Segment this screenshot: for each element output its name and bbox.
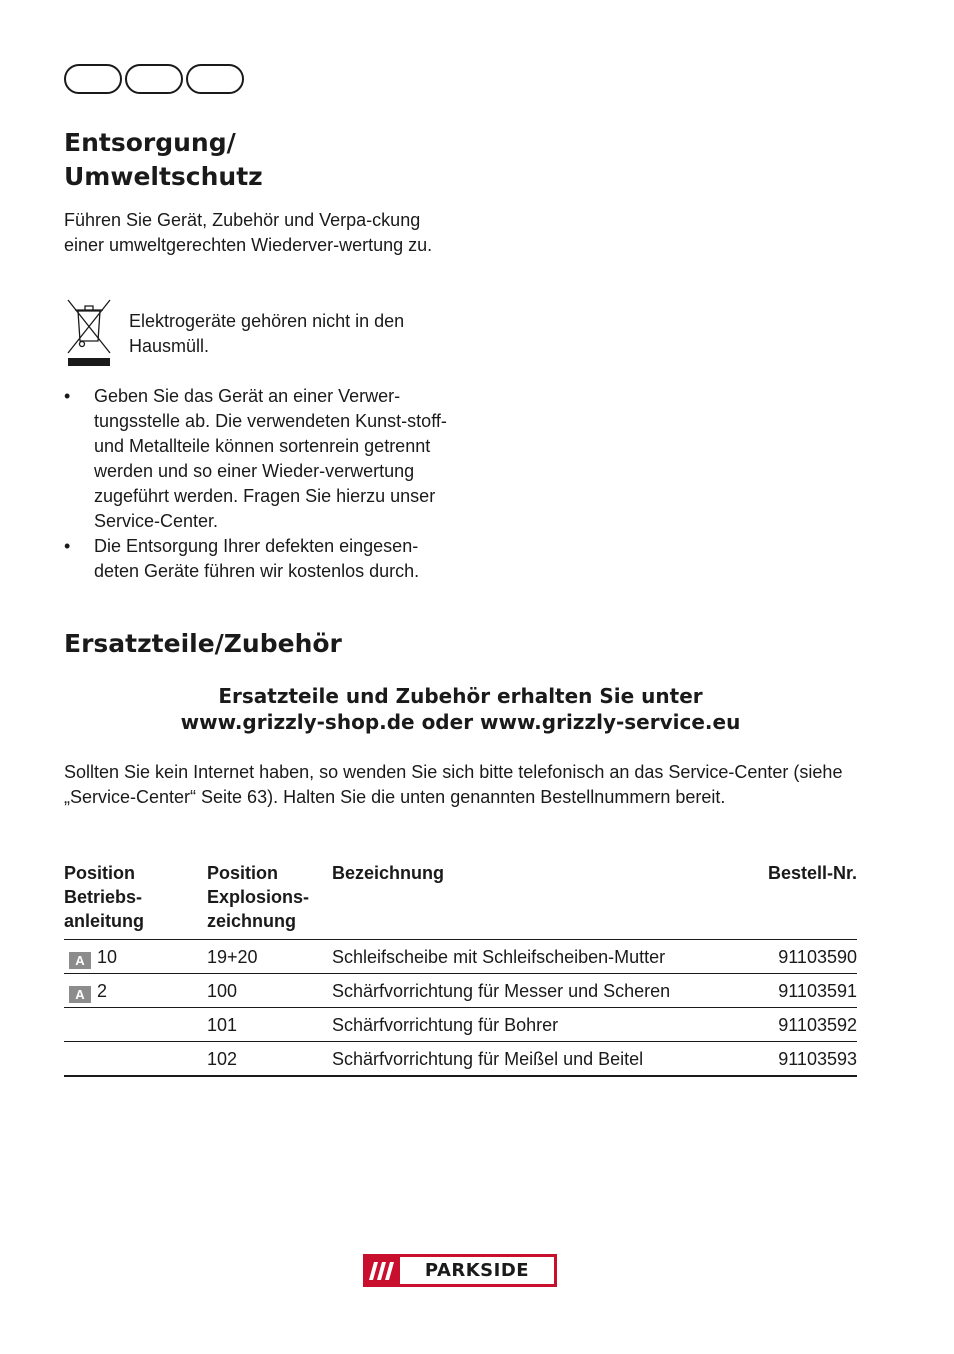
- service-contact-text: Sollten Sie kein Internet haben, so wenden Sie sich bitte telefonisch an das Service-Center (siehe „Service-Center“ Seite 63). Halten Sie die unten genannten Bestellnummern bereit.: [64, 762, 843, 807]
- cell-order-no: 91103593: [747, 1042, 857, 1077]
- column-header-order-no: Bestell-Nr.: [747, 858, 857, 940]
- language-pill: [125, 64, 183, 94]
- shop-urls: www.grizzly-shop.de oder www.grizzly-service.eu: [180, 710, 741, 734]
- table-row: [64, 940, 857, 974]
- language-pills: [64, 64, 244, 94]
- column-header-name: Bezeichnung: [332, 858, 747, 940]
- weee-notice: Elektrogeräte gehören nicht in den Hausmüll.: [129, 311, 405, 356]
- disposal-heading: [64, 126, 464, 194]
- shop-line: Ersatzteile und Zubehör erhalten Sie unter: [218, 684, 703, 708]
- table-row: [64, 1008, 857, 1042]
- language-pill: [186, 64, 244, 94]
- cell-position-manual: [64, 1042, 207, 1077]
- cell-position-explosion: 101: [207, 1008, 332, 1042]
- column-header-position-explosion: Position Explosions- zeichnung: [207, 858, 332, 940]
- disposal-heading-line1: Entsorgung/: [64, 128, 236, 157]
- cell-position-manual: [64, 1008, 207, 1042]
- cell-name: Schärfvorrichtung für Bohrer: [332, 1008, 747, 1042]
- cell-name: Schärfvorrichtung für Meißel und Beitel: [332, 1042, 747, 1077]
- cell-position-explosion: 19+20: [207, 940, 332, 974]
- cell-position-explosion: 102: [207, 1042, 332, 1077]
- cell-order-no: 91103591: [747, 974, 857, 1008]
- cell-position-explosion: 100: [207, 974, 332, 1008]
- table-row: [64, 1042, 857, 1077]
- cell-position-manual: A 2: [64, 974, 207, 1008]
- disposal-intro: Führen Sie Gerät, Zubehör und Verpa-ckung einer umweltgerechten Wiederver-wertung zu.: [64, 210, 433, 255]
- crossed-out-wheelie-bin-icon: [64, 297, 114, 367]
- cell-order-no: 91103590: [747, 940, 857, 974]
- parkside-logo: [363, 1254, 557, 1287]
- cell-name: Schärfvorrichtung für Messer und Scheren: [332, 974, 747, 1008]
- table-row: [64, 974, 857, 1008]
- stripes-icon: [366, 1257, 400, 1284]
- disposal-heading-line2: Umweltschutz: [64, 162, 263, 191]
- brand-name: PARKSIDE: [400, 1257, 554, 1284]
- list-item: • Geben Sie das Gerät an einer Verwer-tungsstelle ab. Die verwendeten Kunst-stoff- und Metallteile können sortenrein getrennt werden und so einer Wieder-verwertung zugeführt werden. Fragen Sie hierzu unser Service-Center.: [64, 384, 456, 534]
- disposal-bullet-list: [64, 384, 456, 584]
- parts-table: [64, 858, 857, 1077]
- language-pill: [64, 64, 122, 94]
- list-item: • Die Entsorgung Ihrer defekten eingesen-deten Geräte führen wir kostenlos durch.: [64, 534, 456, 584]
- cell-order-no: 91103592: [747, 1008, 857, 1042]
- cell-position-manual: A 10: [64, 940, 207, 974]
- column-header-position-manual: Position Betriebs- anleitung: [64, 858, 207, 940]
- figure-badge: A: [69, 952, 91, 969]
- table-header-row: [64, 858, 857, 940]
- cell-name: Schleifscheibe mit Schleifscheiben-Mutter: [332, 940, 747, 974]
- shop-info: [64, 683, 857, 735]
- parts-heading: Ersatzteile/Zubehör: [64, 629, 342, 658]
- figure-badge: A: [69, 986, 91, 1003]
